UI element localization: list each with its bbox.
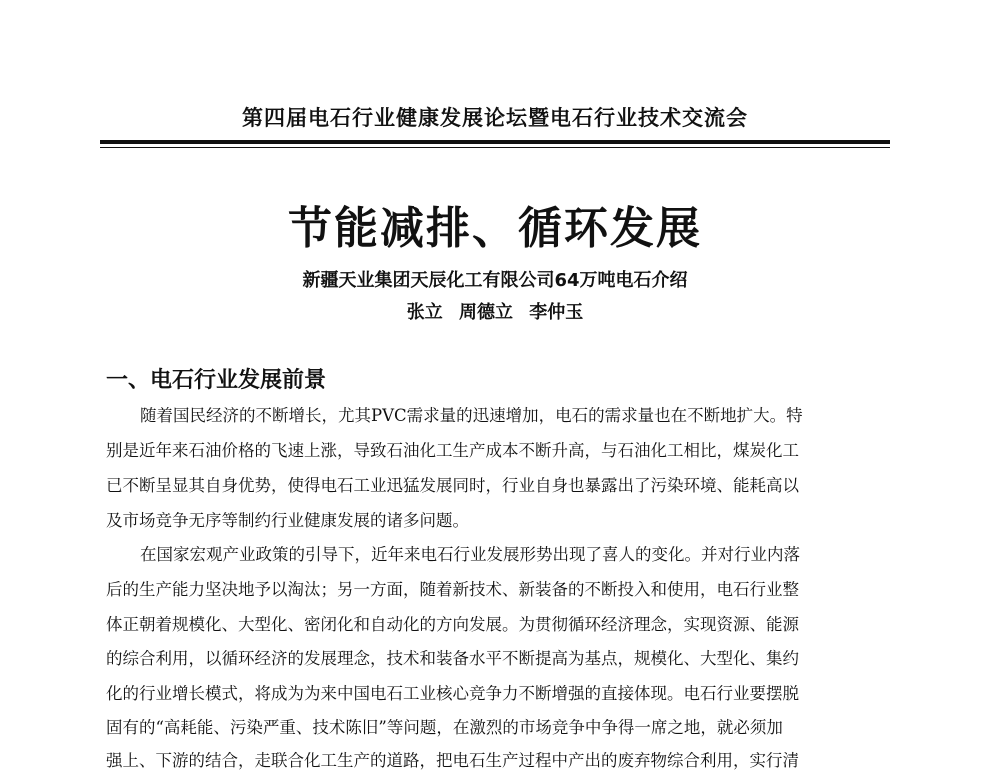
paragraph-line: 后的生产能力坚决地予以淘汰；另一方面，随着新技术、新装备的不断投入和使用，电石行业整 — [106, 580, 799, 599]
author-name: 周德立 — [459, 302, 513, 323]
paragraph-line: 强上、下游的结合，走联合化工生产的道路，把电石生产过程中产出的废弃物综合利用，实行清 — [106, 751, 799, 770]
paragraph-line: 体正朝着规模化、大型化、密闭化和自动化的方向发展。为贯彻循环经济理念，实现资源、能源 — [106, 615, 799, 634]
header-rule-thick — [100, 140, 890, 144]
paragraph-line: 已不断呈显其自身优势，使得电石工业迅猛发展同时，行业自身也暴露出了污染环境、能耗高以 — [106, 476, 799, 495]
paragraph-line: 的综合利用，以循环经济的发展理念，技术和装备水平不断提高为基点，规模化、大型化、集约 — [106, 649, 799, 668]
author-list — [100, 298, 890, 324]
author-name: 李仲玉 — [529, 302, 584, 323]
author-name: 张立 — [406, 302, 443, 323]
article-subtitle: 新疆天业集团天辰化工有限公司64万吨电石介绍 — [302, 270, 688, 291]
conference-header: 第四届电石行业健康发展论坛暨电石行业技术交流会 — [242, 105, 748, 130]
header-rule-thin — [100, 147, 890, 148]
paragraph-line: 别是近年来石油价格的飞速上涨，导致石油化工生产成本不断升高，与石油化工相比，煤炭化工 — [106, 441, 799, 460]
paragraph-line: 随着国民经济的不断增长，尤其PVC需求量的迅速增加，电石的需求量也在不断地扩大。特 — [140, 406, 803, 425]
paragraph-line: 固有的“高耗能、污染严重、技术陈旧”等问题，在激烈的市场竞争中争得一席之地，就必须加 — [106, 718, 783, 737]
section-heading: 一、电石行业发展前景 — [106, 368, 327, 393]
article-title: 节能减排、循环发展 — [288, 203, 702, 254]
paragraph-line: 化的行业增长模式，将成为为来中国电石工业核心竞争力不断增强的直接体现。电石行业要摆脱 — [106, 684, 799, 703]
paragraph-line: 及市场竞争无序等制约行业健康发展的诸多问题。 — [106, 511, 469, 530]
paragraph-line: 在国家宏观产业政策的引导下，近年来电石行业发展形势出现了喜人的变化。并对行业内落 — [140, 545, 800, 564]
